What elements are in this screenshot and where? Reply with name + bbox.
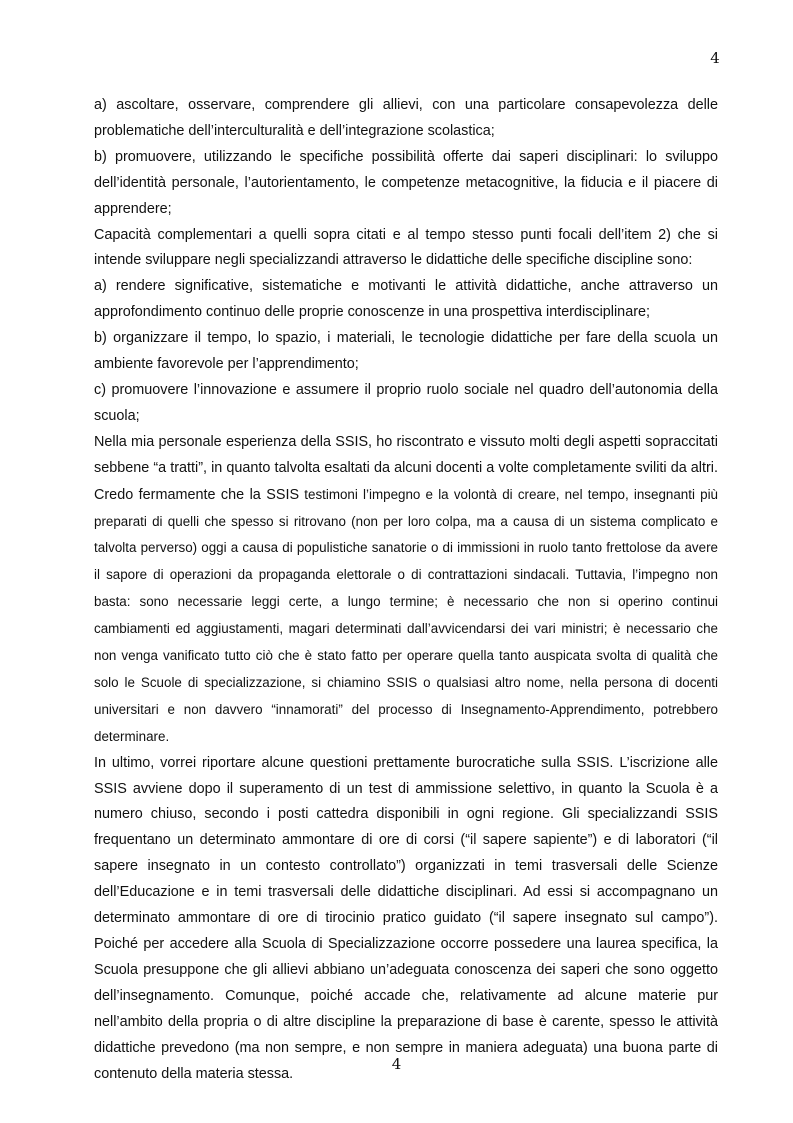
- document-body: [94, 93, 718, 1087]
- ssis-experience-part2: testimoni l’impegno e la volontà di creare, nel tempo, insegnanti più preparati di quelli che spesso si ritrovano (non per loro colpa, ma a causa di un sistema complicato e talvolta perverso) oggi a causa di populistiche sanatorie o di immissioni in ruolo tanto frettolose da avere il sapore di operazioni da propaganda elettorale o di contrattazioni sindacali. Tuttavia, l’impegno non basta: sono necessarie leggi certe, a lungo termine; è necessario che non si operino continui cambiamenti ed aggiustamenti, magari determinati dall’avvicendarsi dei vari ministri; è necessario che non venga vanificato tutto ciò che è stato fatto per operare quella tanto auspicata svolta di qualità che solo le Scuole di specializzazione, si chiamino SSIS o qualsiasi altro nome, nella persona di docenti universitari e non davvero “innamorati” del processo di Insegnamento-Apprendimento, potrebbero determinare.: [94, 486, 718, 744]
- page-number-bottom: 4: [391, 1055, 402, 1073]
- paragraph-listen-observe: a) ascoltare, osservare, comprendere gli allievi, con una particolare consapevolezza delle problematiche dell’interculturalità e dell’integrazione scolastica;: [94, 97, 718, 139]
- paragraph-organize: b) organizzare il tempo, lo spazio, i materiali, le tecnologie didattiche per fare della scuola un ambiente favorevole per l’apprendimento;: [94, 330, 718, 373]
- paragraph-complementary-skills: Capacità complementari a quelli sopra citati e al tempo stesso punti focali dell’item 2) che si intende sviluppare negli specializzandi attraverso le didattiche delle specifiche discipline sono:: [94, 226, 718, 269]
- paragraph-innovation: c) promuovere l’innovazione e assumere il proprio ruolo sociale nel quadro dell’autonomia della scuola;: [94, 381, 718, 424]
- paragraph-promote: b) promuovere, utilizzando le specifiche possibilità offerte dai saperi disciplinari: lo sviluppo dell’identità personale, l’autorientamento, le competenze metacognitive, la fiducia e il piacere di apprendere;: [94, 148, 718, 217]
- paragraph-meaningful-activities: a) rendere significative, sistematiche e motivanti le attività didattiche, anche attraverso un approfondimento continuo delle proprie conoscenze in una prospettiva interdisciplinare;: [94, 278, 718, 321]
- ssis-experience-part1: Nella mia personale esperienza della SSIS, ho riscontrato e vissuto molti degli aspetti sopraccitati sebbene “a tratti”, in quanto talvolta esaltati da alcuni docenti a volte completamente sviliti da altri. Credo fermamente che la SSIS: [94, 433, 718, 503]
- page-number-top: 4: [710, 49, 720, 67]
- paragraph-ssis-experience: [94, 430, 718, 751]
- paragraph-bureaucratic-questions: In ultimo, vorrei riportare alcune questioni prettamente burocratiche sulla SSIS. L’iscrizione alle SSIS avviene dopo il superamento di un test di ammissione selettivo, in quanto la Scuola è a numero chiuso, secondo i posti cattedra disponibili in ogni regione. Gli specializzandi SSIS frequentano un determinato ammontare di ore di corsi (“il sapere sapiente”) e di laboratori (“il sapere insegnato in un contesto controllato”) organizzati in temi trasversali delle Scienze dell’Educazione e in temi trasversali delle didattiche disciplinari. Ad essi si accompagnano un determinato ammontare di ore di tirocinio pratico guidato (“il sapere insegnato sul campo”). Poiché per accedere alla Scuola di Specializzazione occorre possedere una laurea specifica, la Scuola presuppone che gli allievi abbiano un’adeguata conoscenza dei saperi che sono oggetto dell’insegnamento. Comunque, poiché accade che, relativamente ad alcune materie pur nell’ambito della propria o di altre discipline la preparazione di base è carente, spesso le attività didattiche prevedono (ma non sempre, e non sempre in maniera adeguata) una buona parte di contenuto della materia stessa.: [94, 754, 718, 1082]
